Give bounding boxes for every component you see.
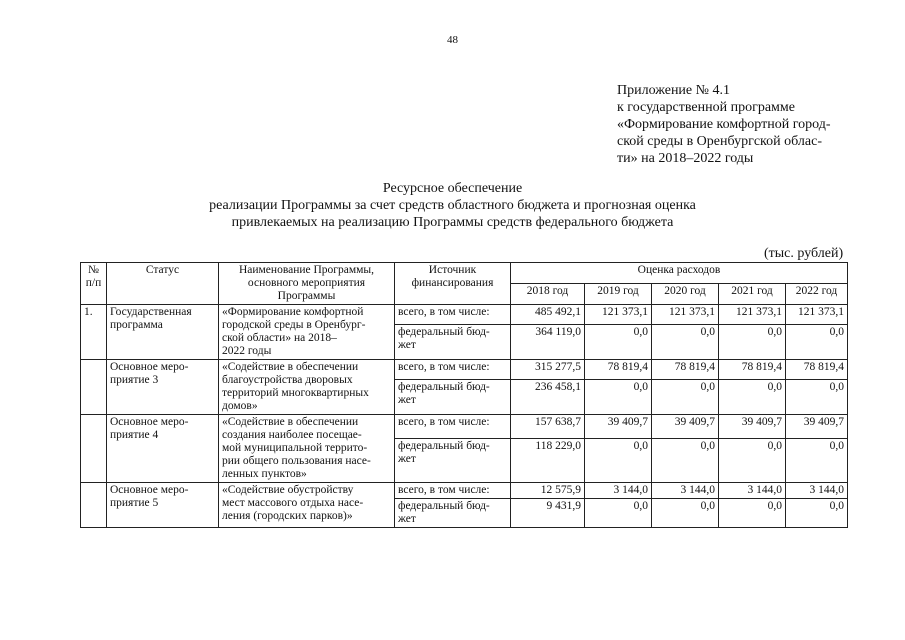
source-line: федеральный бюд- xyxy=(398,325,490,338)
header-num: № п/п xyxy=(81,263,107,305)
source-line: федеральный бюд- xyxy=(398,500,490,512)
header-year: 2021 год xyxy=(719,284,786,305)
value-federal: 0,0 xyxy=(719,439,786,483)
row-name xyxy=(219,483,395,528)
heading-line: Ресурсное обеспечение xyxy=(382,181,523,196)
row-number xyxy=(81,483,107,528)
heading-line: привлекаемых на реализацию Программы средств федерального бюджета xyxy=(231,215,674,230)
header-name: Наименование Программы, основного мероприятия Программы xyxy=(219,263,395,305)
header-year: 2019 год xyxy=(585,284,652,305)
value-federal: 0,0 xyxy=(652,324,719,359)
header-status: Статус xyxy=(107,263,219,305)
value-total: 121 373,1 xyxy=(585,305,652,325)
value-total: 3 144,0 xyxy=(585,483,652,499)
table-row xyxy=(81,483,848,499)
table-row xyxy=(81,360,848,380)
value-total: 12 575,9 xyxy=(511,483,585,499)
source-line: федеральный бюд- xyxy=(398,380,490,393)
status-line: программа xyxy=(110,319,163,331)
name-line: «Содействие обустройству xyxy=(222,484,354,496)
appendix-note xyxy=(617,82,857,167)
name-line: «Содействие в обеспечении xyxy=(222,416,359,428)
source-federal xyxy=(395,379,511,414)
value-federal: 9 431,9 xyxy=(511,499,585,528)
value-total: 121 373,1 xyxy=(719,305,786,325)
table-row xyxy=(81,305,848,325)
value-total: 121 373,1 xyxy=(786,305,848,325)
value-federal: 0,0 xyxy=(786,324,848,359)
appendix-line: Приложение № 4.1 xyxy=(617,83,730,98)
table-header-row xyxy=(81,263,848,284)
value-total: 315 277,5 xyxy=(511,360,585,380)
appendix-line: «Формирование комфортной город- xyxy=(617,117,831,132)
header-year: 2018 год xyxy=(511,284,585,305)
header-estimate: Оценка расходов xyxy=(511,263,848,284)
status-line: приятие 5 xyxy=(110,497,159,509)
value-total: 157 638,7 xyxy=(511,415,585,439)
source-federal xyxy=(395,499,511,528)
value-federal: 0,0 xyxy=(719,324,786,359)
name-line: «Содействие в обеспечении xyxy=(222,361,359,373)
row-status xyxy=(107,483,219,528)
header-year: 2022 год xyxy=(786,284,848,305)
row-number: 1. xyxy=(81,305,107,360)
source-total: всего, в том числе: xyxy=(395,415,511,439)
name-line: домов» xyxy=(222,400,258,412)
value-total: 78 819,4 xyxy=(585,360,652,380)
name-line: «Формирование комфортной xyxy=(222,306,364,318)
value-total: 39 409,7 xyxy=(719,415,786,439)
value-federal: 0,0 xyxy=(719,379,786,414)
value-federal: 0,0 xyxy=(786,379,848,414)
row-name xyxy=(219,360,395,415)
row-name xyxy=(219,415,395,483)
value-total: 121 373,1 xyxy=(652,305,719,325)
value-total: 3 144,0 xyxy=(786,483,848,499)
value-federal: 364 119,0 xyxy=(511,324,585,359)
name-line: городской среды в Оренбург- xyxy=(222,319,366,331)
status-line: Основное меро- xyxy=(110,484,189,496)
value-federal: 118 229,0 xyxy=(511,439,585,483)
value-total: 78 819,4 xyxy=(719,360,786,380)
header-source: Источник финансирования xyxy=(395,263,511,305)
value-federal: 0,0 xyxy=(585,324,652,359)
heading-line: реализации Программы за счет средств областного бюджета и прогнозная оценка xyxy=(209,198,696,213)
name-line: создания наиболее посещае- xyxy=(222,429,362,441)
source-federal xyxy=(395,439,511,483)
value-total: 39 409,7 xyxy=(786,415,848,439)
row-number xyxy=(81,360,107,415)
source-line: жет xyxy=(398,338,416,351)
value-federal: 0,0 xyxy=(585,499,652,528)
value-total: 39 409,7 xyxy=(652,415,719,439)
header-year: 2020 год xyxy=(652,284,719,305)
name-line: мест массового отдыха насе- xyxy=(222,497,364,509)
table-row xyxy=(81,415,848,439)
status-line: приятие 4 xyxy=(110,429,159,441)
name-line: мой муниципальной террито- xyxy=(222,442,368,454)
value-total: 3 144,0 xyxy=(719,483,786,499)
row-status xyxy=(107,415,219,483)
source-line: жет xyxy=(398,513,416,525)
value-total: 39 409,7 xyxy=(585,415,652,439)
row-status xyxy=(107,360,219,415)
value-federal: 0,0 xyxy=(585,379,652,414)
status-line: Основное меро- xyxy=(110,416,189,428)
row-status xyxy=(107,305,219,360)
status-line: Государственная xyxy=(110,306,192,318)
source-total: всего, в том числе: xyxy=(395,483,511,499)
name-line: ления (городских парков)» xyxy=(222,510,353,522)
units-label: (тыс. рублей) xyxy=(764,246,844,261)
source-total: всего, в том числе: xyxy=(395,360,511,380)
appendix-line: ской среды в Оренбургской облас- xyxy=(617,134,822,149)
name-line: благоустройства дворовых xyxy=(222,374,353,386)
value-federal: 0,0 xyxy=(719,499,786,528)
source-line: жет xyxy=(398,453,416,466)
value-total: 485 492,1 xyxy=(511,305,585,325)
value-federal: 236 458,1 xyxy=(511,379,585,414)
value-federal: 0,0 xyxy=(786,499,848,528)
name-line: ленных пунктов» xyxy=(222,468,307,480)
value-federal: 0,0 xyxy=(652,499,719,528)
appendix-line: ти» на 2018–2022 годы xyxy=(617,151,754,166)
name-line: рии общего пользования насе- xyxy=(222,455,371,467)
row-number xyxy=(81,415,107,483)
document-heading xyxy=(0,180,905,231)
status-line: приятие 3 xyxy=(110,374,159,386)
source-federal xyxy=(395,324,511,359)
name-line: 2022 годы xyxy=(222,345,272,357)
source-line: федеральный бюд- xyxy=(398,440,490,453)
value-total: 78 819,4 xyxy=(786,360,848,380)
page-number: 48 xyxy=(447,34,458,46)
budget-table xyxy=(80,262,848,528)
appendix-line: к государственной программе xyxy=(617,100,795,115)
source-line: жет xyxy=(398,393,416,406)
value-federal: 0,0 xyxy=(652,439,719,483)
value-federal: 0,0 xyxy=(652,379,719,414)
value-total: 78 819,4 xyxy=(652,360,719,380)
value-federal: 0,0 xyxy=(786,439,848,483)
value-federal: 0,0 xyxy=(585,439,652,483)
row-name xyxy=(219,305,395,360)
status-line: Основное меро- xyxy=(110,361,189,373)
name-line: ской области» на 2018– xyxy=(222,332,337,344)
source-total: всего, в том числе: xyxy=(395,305,511,325)
name-line: территорий многоквартирных xyxy=(222,387,369,399)
value-total: 3 144,0 xyxy=(652,483,719,499)
